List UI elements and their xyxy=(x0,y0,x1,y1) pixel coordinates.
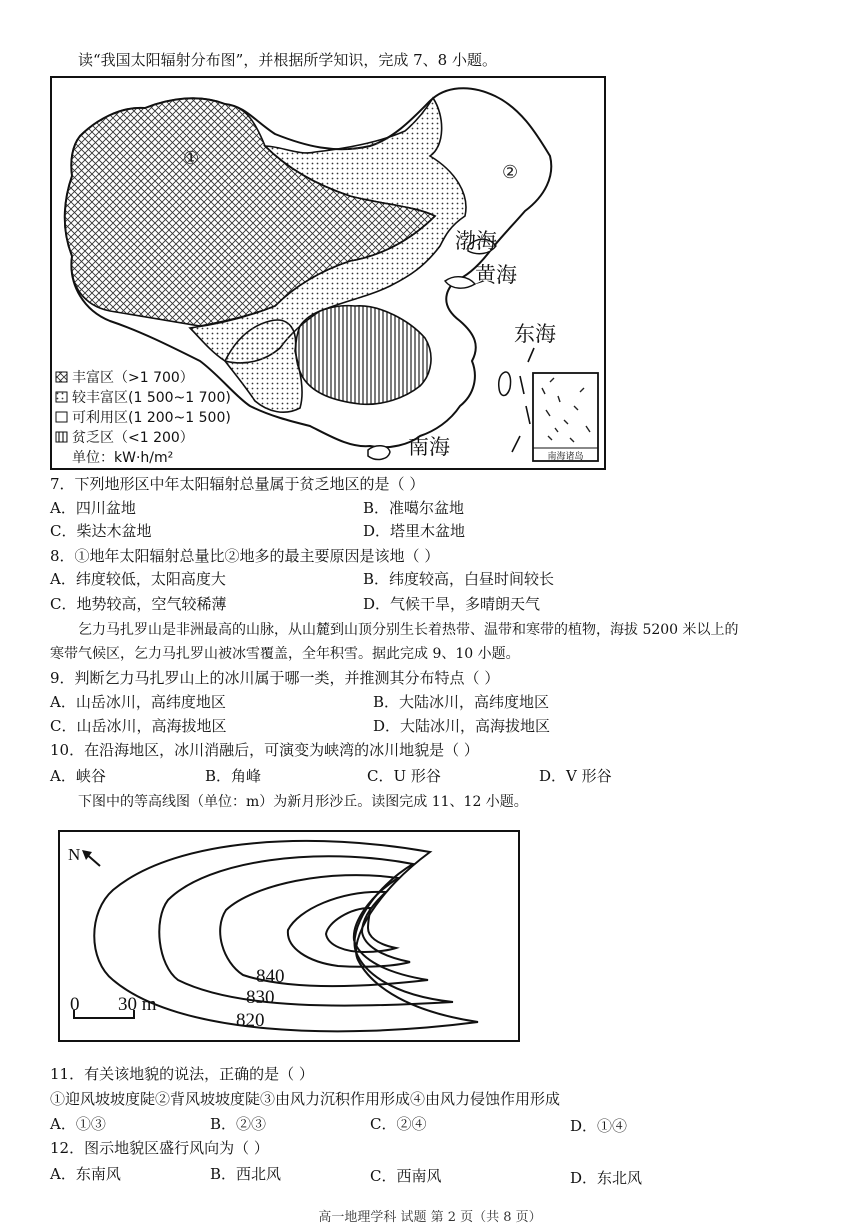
taiwan-island xyxy=(499,372,511,396)
q11-statements: ①迎风坡坡度陡②背风坡坡度陡③由风力沉积作用形成④由风力侵蚀作用形成 xyxy=(50,1090,561,1108)
q7-stem: 7．下列地形区中年太阳辐射总量属于贫乏地区的是（ ） xyxy=(50,475,425,493)
q9-option-b[interactable]: B．大陆冰川，高纬度地区 xyxy=(373,693,550,711)
q8-option-a[interactable]: A．纬度较低，太阳高度大 xyxy=(50,570,226,588)
legend-label-usable: 可利用区(1 200~1 500) xyxy=(72,410,231,426)
q8-stem: 8．①地年太阳辐射总量比②地多的最主要原因是该地（ ） xyxy=(50,547,440,565)
q12-option-a[interactable]: A．东南风 xyxy=(50,1165,121,1183)
q10-option-c[interactable]: C．U 形谷 xyxy=(367,767,441,785)
scale-zero-label: 0 xyxy=(70,994,80,1015)
legend-label-abundant: 丰富区（>1 700） xyxy=(72,370,194,386)
contour-label-840: 840 xyxy=(256,966,285,987)
q10-option-a[interactable]: A．峡谷 xyxy=(50,767,106,785)
south-china-sea-inset xyxy=(533,373,598,462)
legend-unit: 单位：kW·h/m² xyxy=(72,450,174,466)
legend-label-poor: 贫乏区（<1 200） xyxy=(72,430,194,446)
q12-option-b[interactable]: B．西北风 xyxy=(210,1165,282,1183)
q10-option-b[interactable]: B．角峰 xyxy=(205,767,262,785)
legend-label-rich: 较丰富区(1 500~1 700) xyxy=(72,390,231,406)
page-footer: 高一地理学科 试题 第 2 页（共 8 页） xyxy=(318,1210,542,1225)
q8-option-c[interactable]: C．地势较高，空气较稀薄 xyxy=(50,595,227,613)
q7-option-b[interactable]: B．准噶尔盆地 xyxy=(363,499,465,517)
scale-label: 30 m xyxy=(118,994,157,1015)
inset-label: 南海诸岛 xyxy=(547,452,584,462)
q9-option-c[interactable]: C．山岳冰川，高海拔地区 xyxy=(50,717,227,735)
sea-label-nanhai: 南海 xyxy=(408,435,450,459)
barchan-dune-contour-map xyxy=(58,830,524,1044)
contour-label-830: 830 xyxy=(246,987,275,1008)
sea-label-huanghai: 黄海 xyxy=(475,263,517,287)
q11-stem: 11．有关该地貌的说法，正确的是（ ） xyxy=(50,1065,314,1083)
sea-label-bohai: 渤海 xyxy=(455,229,497,253)
q9-stem: 9．判断乞力马扎罗山上的冰川属于哪一类，并推测其分布特点（ ） xyxy=(50,669,500,687)
q11-option-a[interactable]: A．①③ xyxy=(50,1115,106,1133)
q9-option-d[interactable]: D．大陆冰川，高海拔地区 xyxy=(373,717,551,735)
region-2-label: ② xyxy=(502,162,519,183)
q11-option-c[interactable]: C．②④ xyxy=(370,1115,427,1133)
q12-option-c[interactable]: C．西南风 xyxy=(370,1167,442,1185)
q11-option-d[interactable]: D．①④ xyxy=(570,1117,628,1135)
intro-text-1: 读“我国太阳辐射分布图”，并根据所学知识，完成 7、8 小题。 xyxy=(78,51,497,69)
passage-line-1: 乞力马扎罗山是非洲最高的山脉，从山麓到山顶分别生长着热带、温带和寒带的植物，海拔 5200 米以上的 xyxy=(78,622,739,638)
q7-option-c[interactable]: C．柴达木盆地 xyxy=(50,522,152,540)
contour-label-820: 820 xyxy=(236,1010,265,1031)
intro-text-3: 下图中的等高线图（单位：m）为新月形沙丘。读图完成 11、12 小题。 xyxy=(78,794,528,810)
q12-stem: 12．图示地貌区盛行风向为（ ） xyxy=(50,1139,269,1157)
passage-line-2: 寒带气候区，乞力马扎罗山被冰雪覆盖，全年积雪。据此完成 9、10 小题。 xyxy=(50,646,520,662)
q7-option-a[interactable]: A．四川盆地 xyxy=(50,499,136,517)
q8-option-d[interactable]: D．气候干旱，多晴朗天气 xyxy=(363,595,541,613)
q7-option-d[interactable]: D．塔里木盆地 xyxy=(363,522,466,540)
hainan-island xyxy=(368,446,390,460)
region-1-label: ① xyxy=(183,148,200,169)
q10-stem: 10．在沿海地区，冰川消融后，可演变为峡湾的冰川地貌是（ ） xyxy=(50,741,479,759)
north-label: N xyxy=(68,845,81,864)
sea-label-donghai: 东海 xyxy=(514,322,556,346)
q12-option-d[interactable]: D．东北风 xyxy=(570,1169,643,1187)
q8-option-b[interactable]: B．纬度较高，白昼时间较长 xyxy=(363,570,555,588)
q9-option-a[interactable]: A．山岳冰川，高纬度地区 xyxy=(50,693,226,711)
china-solar-radiation-map xyxy=(50,76,606,470)
q11-option-b[interactable]: B．②③ xyxy=(210,1115,267,1133)
q10-option-d[interactable]: D．V 形谷 xyxy=(539,767,612,785)
